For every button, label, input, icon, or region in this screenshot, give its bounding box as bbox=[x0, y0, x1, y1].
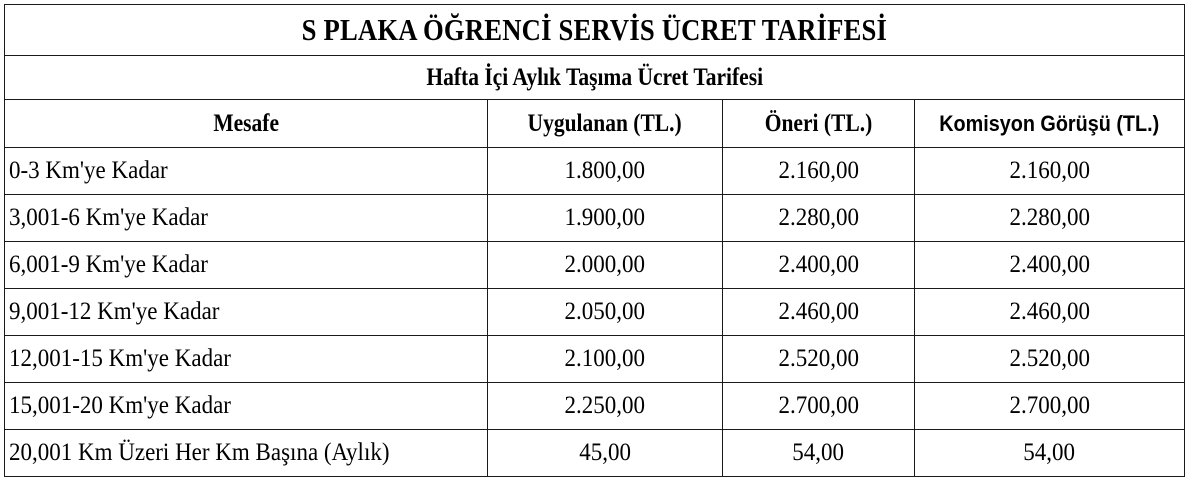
applied-cell bbox=[488, 430, 723, 477]
applied-cell bbox=[488, 148, 723, 195]
table-row bbox=[5, 148, 1185, 195]
commission-cell bbox=[915, 383, 1185, 430]
commission-value: 2.460,00 bbox=[1009, 298, 1090, 325]
commission-cell bbox=[915, 336, 1185, 383]
table-row bbox=[5, 336, 1185, 383]
applied-cell bbox=[488, 289, 723, 336]
proposal-value: 54,00 bbox=[792, 439, 845, 466]
proposal-value: 2.520,00 bbox=[778, 345, 859, 372]
table-row bbox=[5, 195, 1185, 242]
distance-value: 15,001-20 Km'ye Kadar bbox=[9, 392, 231, 419]
commission-value: 2.280,00 bbox=[1009, 204, 1090, 231]
column-header-row bbox=[5, 100, 1185, 148]
column-header-proposal-label: Öneri (TL.) bbox=[764, 109, 873, 137]
table-row bbox=[5, 289, 1185, 336]
applied-cell bbox=[488, 383, 723, 430]
proposal-cell bbox=[723, 242, 915, 289]
commission-value: 2.520,00 bbox=[1009, 345, 1090, 372]
column-header-commission-label: Komisyon Görüşü (TL.) bbox=[939, 110, 1160, 136]
applied-value: 2.250,00 bbox=[564, 392, 646, 419]
commission-value: 54,00 bbox=[1023, 439, 1076, 466]
distance-cell bbox=[5, 336, 488, 383]
table-title: S PLAKA ÖĞRENCİ SERVİS ÜCRET TARİFESİ bbox=[301, 12, 888, 47]
applied-value: 2.000,00 bbox=[564, 251, 646, 278]
commission-cell bbox=[915, 289, 1185, 336]
column-header-applied-label: Uygulanan (TL.) bbox=[527, 109, 683, 137]
proposal-value: 2.280,00 bbox=[778, 204, 859, 231]
table-row bbox=[5, 383, 1185, 430]
commission-cell bbox=[915, 195, 1185, 242]
table-row bbox=[5, 242, 1185, 289]
proposal-value: 2.160,00 bbox=[778, 157, 859, 184]
distance-cell bbox=[5, 242, 488, 289]
table-subtitle-cell bbox=[5, 56, 1185, 100]
distance-value: 9,001-12 Km'ye Kadar bbox=[9, 298, 220, 325]
table-row bbox=[5, 430, 1185, 477]
column-header-distance-label: Mesafe bbox=[213, 109, 279, 137]
table-title-cell bbox=[5, 5, 1185, 56]
distance-value: 0-3 Km'ye Kadar bbox=[9, 157, 168, 184]
tariff-sheet bbox=[4, 4, 1184, 484]
distance-cell bbox=[5, 430, 488, 477]
column-header-applied bbox=[488, 100, 723, 148]
table-subtitle: Hafta İçi Aylık Taşıma Ücret Tarifesi bbox=[426, 63, 763, 91]
commission-cell bbox=[915, 430, 1185, 477]
proposal-cell bbox=[723, 336, 915, 383]
distance-cell bbox=[5, 289, 488, 336]
commission-value: 2.700,00 bbox=[1009, 392, 1090, 419]
applied-value: 1.900,00 bbox=[564, 204, 646, 231]
proposal-cell bbox=[723, 383, 915, 430]
commission-value: 2.400,00 bbox=[1009, 251, 1090, 278]
distance-value: 12,001-15 Km'ye Kadar bbox=[9, 345, 231, 372]
column-header-commission bbox=[915, 100, 1185, 148]
distance-value: 6,001-9 Km'ye Kadar bbox=[9, 251, 208, 278]
applied-value: 2.050,00 bbox=[564, 298, 646, 325]
applied-value: 1.800,00 bbox=[564, 157, 646, 184]
proposal-cell bbox=[723, 289, 915, 336]
proposal-value: 2.400,00 bbox=[778, 251, 859, 278]
column-header-proposal bbox=[723, 100, 915, 148]
proposal-value: 2.460,00 bbox=[778, 298, 859, 325]
distance-value: 20,001 Km Üzeri Her Km Başına (Aylık) bbox=[9, 439, 390, 466]
column-header-distance bbox=[5, 100, 488, 148]
proposal-value: 2.700,00 bbox=[778, 392, 859, 419]
proposal-cell bbox=[723, 148, 915, 195]
distance-value: 3,001-6 Km'ye Kadar bbox=[9, 204, 208, 231]
applied-cell bbox=[488, 242, 723, 289]
commission-cell bbox=[915, 148, 1185, 195]
distance-cell bbox=[5, 148, 488, 195]
applied-value: 2.100,00 bbox=[564, 345, 646, 372]
applied-value: 45,00 bbox=[579, 439, 631, 466]
title-row bbox=[5, 5, 1185, 56]
commission-value: 2.160,00 bbox=[1009, 157, 1090, 184]
distance-cell bbox=[5, 383, 488, 430]
proposal-cell bbox=[723, 195, 915, 242]
commission-cell bbox=[915, 242, 1185, 289]
proposal-cell bbox=[723, 430, 915, 477]
subtitle-row bbox=[5, 56, 1185, 100]
applied-cell bbox=[488, 195, 723, 242]
distance-cell bbox=[5, 195, 488, 242]
tariff-table bbox=[4, 4, 1185, 477]
applied-cell bbox=[488, 336, 723, 383]
